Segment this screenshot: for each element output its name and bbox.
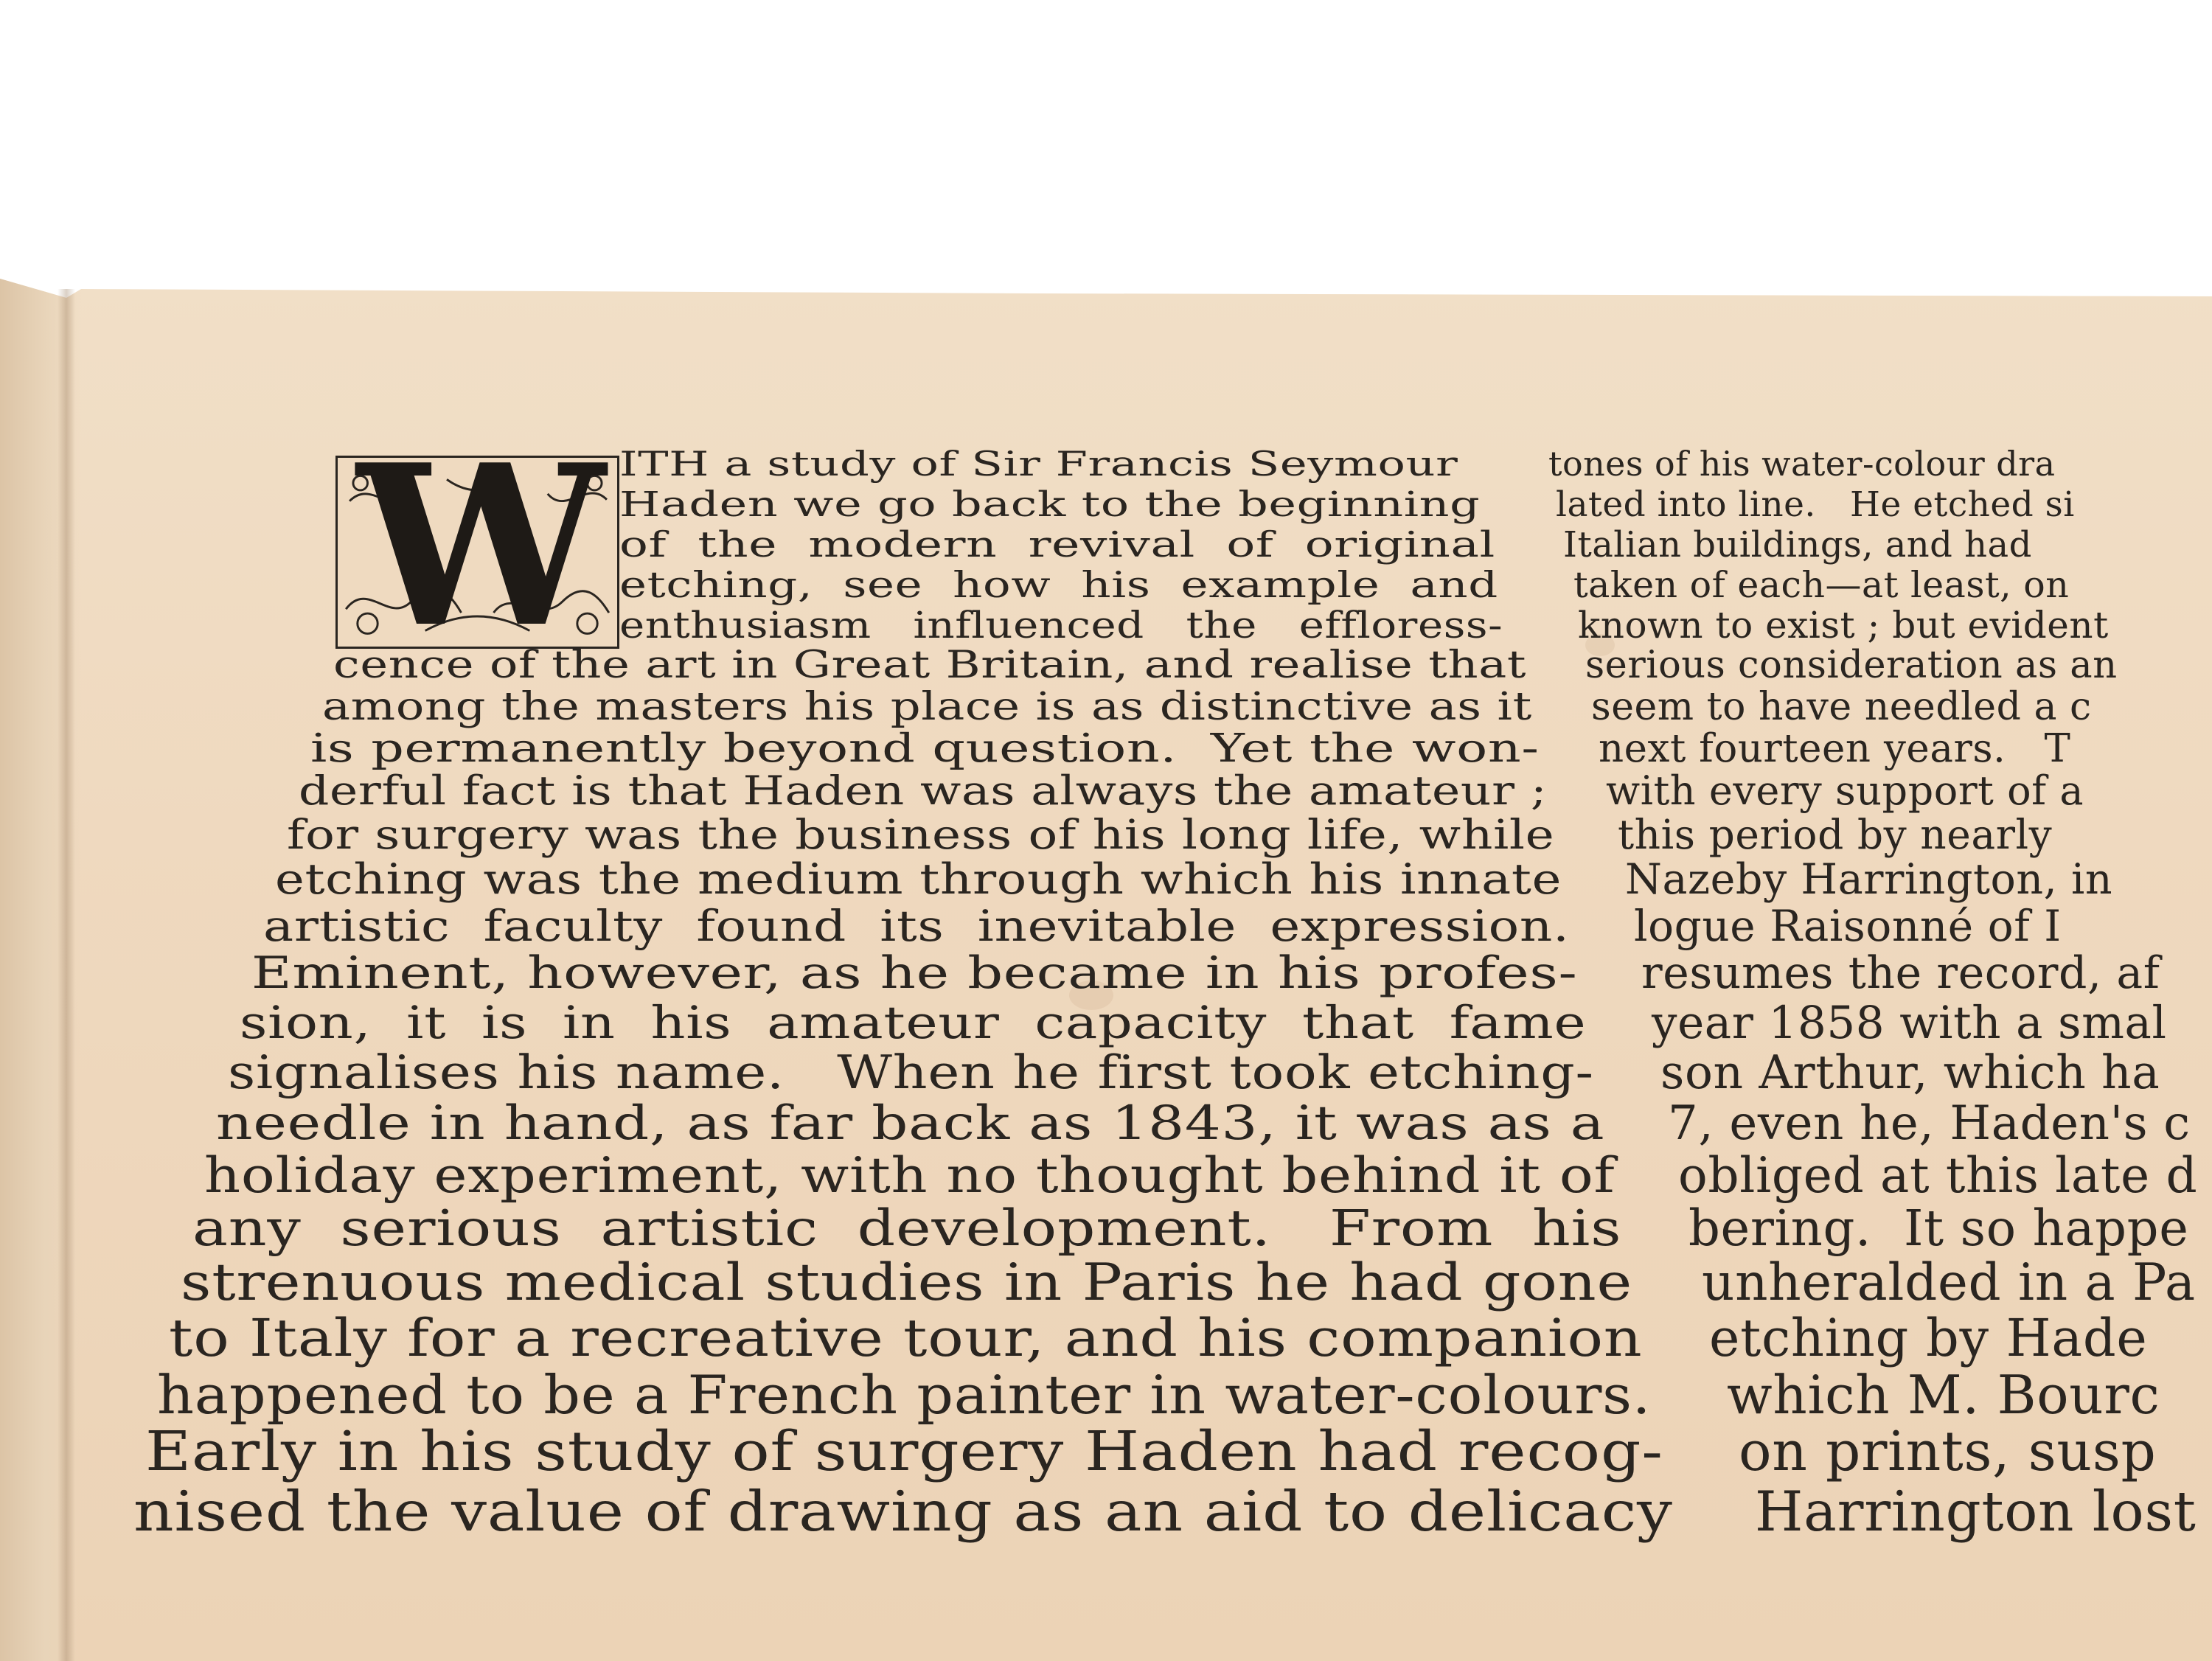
text-line: happened to be a French painter in water-colours. [157,1364,1652,1426]
text-line: etching, see how his example and [619,564,1498,606]
text-line: Nazeby Harrington, in [1625,855,2113,904]
text-line: holiday experiment, with no thought behind it of [204,1147,1615,1204]
text-line: 7, even he, Haden's c [1668,1096,2191,1151]
text-line: lated into line. He etched si [1556,484,2075,525]
text-line: nised the value of drawing as an aid to delicacy [133,1479,1673,1544]
text-line: cence of the art in Great Britain, and realise that [333,644,1527,687]
text-line: next fourteen years. T [1599,726,2071,771]
text-line: to Italy for a recreative tour, and his companion [169,1308,1643,1368]
text-line: Haden we go back to the beginning [619,484,1481,525]
text-line: seem to have needled a c [1591,685,2092,729]
text-line: son Arthur, which ha [1660,1045,2160,1099]
text-line: bering. It so happe [1688,1199,2189,1257]
text-line: Early in his study of surgery Haden had recog- [145,1420,1663,1483]
text-line: Italian buildings, and had [1563,524,2032,565]
text-line: any serious artistic development. From his [192,1199,1622,1257]
text-line: year 1858 with a smal [1652,997,2167,1049]
text-line: needle in hand, as far back as 1843, it was as a [216,1096,1605,1151]
text-line: for surgery was the business of his long life, while [287,811,1555,858]
text-line: resumes the record, af [1641,947,2160,999]
text-line: signalises his name. When he first took etching- [228,1045,1594,1099]
text-line: derful fact is that Haden was always the amateur ; [299,767,1548,814]
text-line: serious consideration as an [1585,644,2118,687]
text-line: with every support of a [1606,767,2084,814]
text-line: artistic faculty found its inevitable expression. [263,901,1570,951]
text-line: logue Raisonné of I [1634,901,2062,951]
text-line: obliged at this late d [1678,1147,2198,1204]
text-line: tones of his water-colour dra [1548,444,2056,484]
text-line: among the masters his place is as distinctive as it [322,685,1532,729]
text-line: of the modern revival of original [619,524,1495,565]
text-line: on prints, susp [1739,1420,2157,1483]
text-line: is permanently beyond question. Yet the won- [310,726,1540,771]
text-line: Eminent, however, as he became in his profes- [251,947,1578,999]
text-line: taken of each—at least, on [1573,564,2070,606]
text-line: enthusiasm influenced the effloress- [619,604,1503,647]
text-line: this period by nearly [1618,811,2053,858]
text-line: Harrington lost [1755,1479,2197,1544]
text-line: known to exist ; but evident [1578,604,2109,647]
text-line: unheralded in a Pa [1702,1253,2196,1312]
text-line: etching was the medium through which his innate [275,855,1562,904]
dropcap-letter: W [357,416,605,676]
text-line: etching by Hade [1709,1308,2148,1368]
text-line: strenuous medical studies in Paris he had gone [181,1253,1632,1312]
text-line: sion, it is in his amateur capacity that fame [240,997,1587,1049]
text-line: which M. Bourc [1727,1364,2160,1426]
text-line: ITH a study of Sir Francis Seymour [619,444,1458,484]
